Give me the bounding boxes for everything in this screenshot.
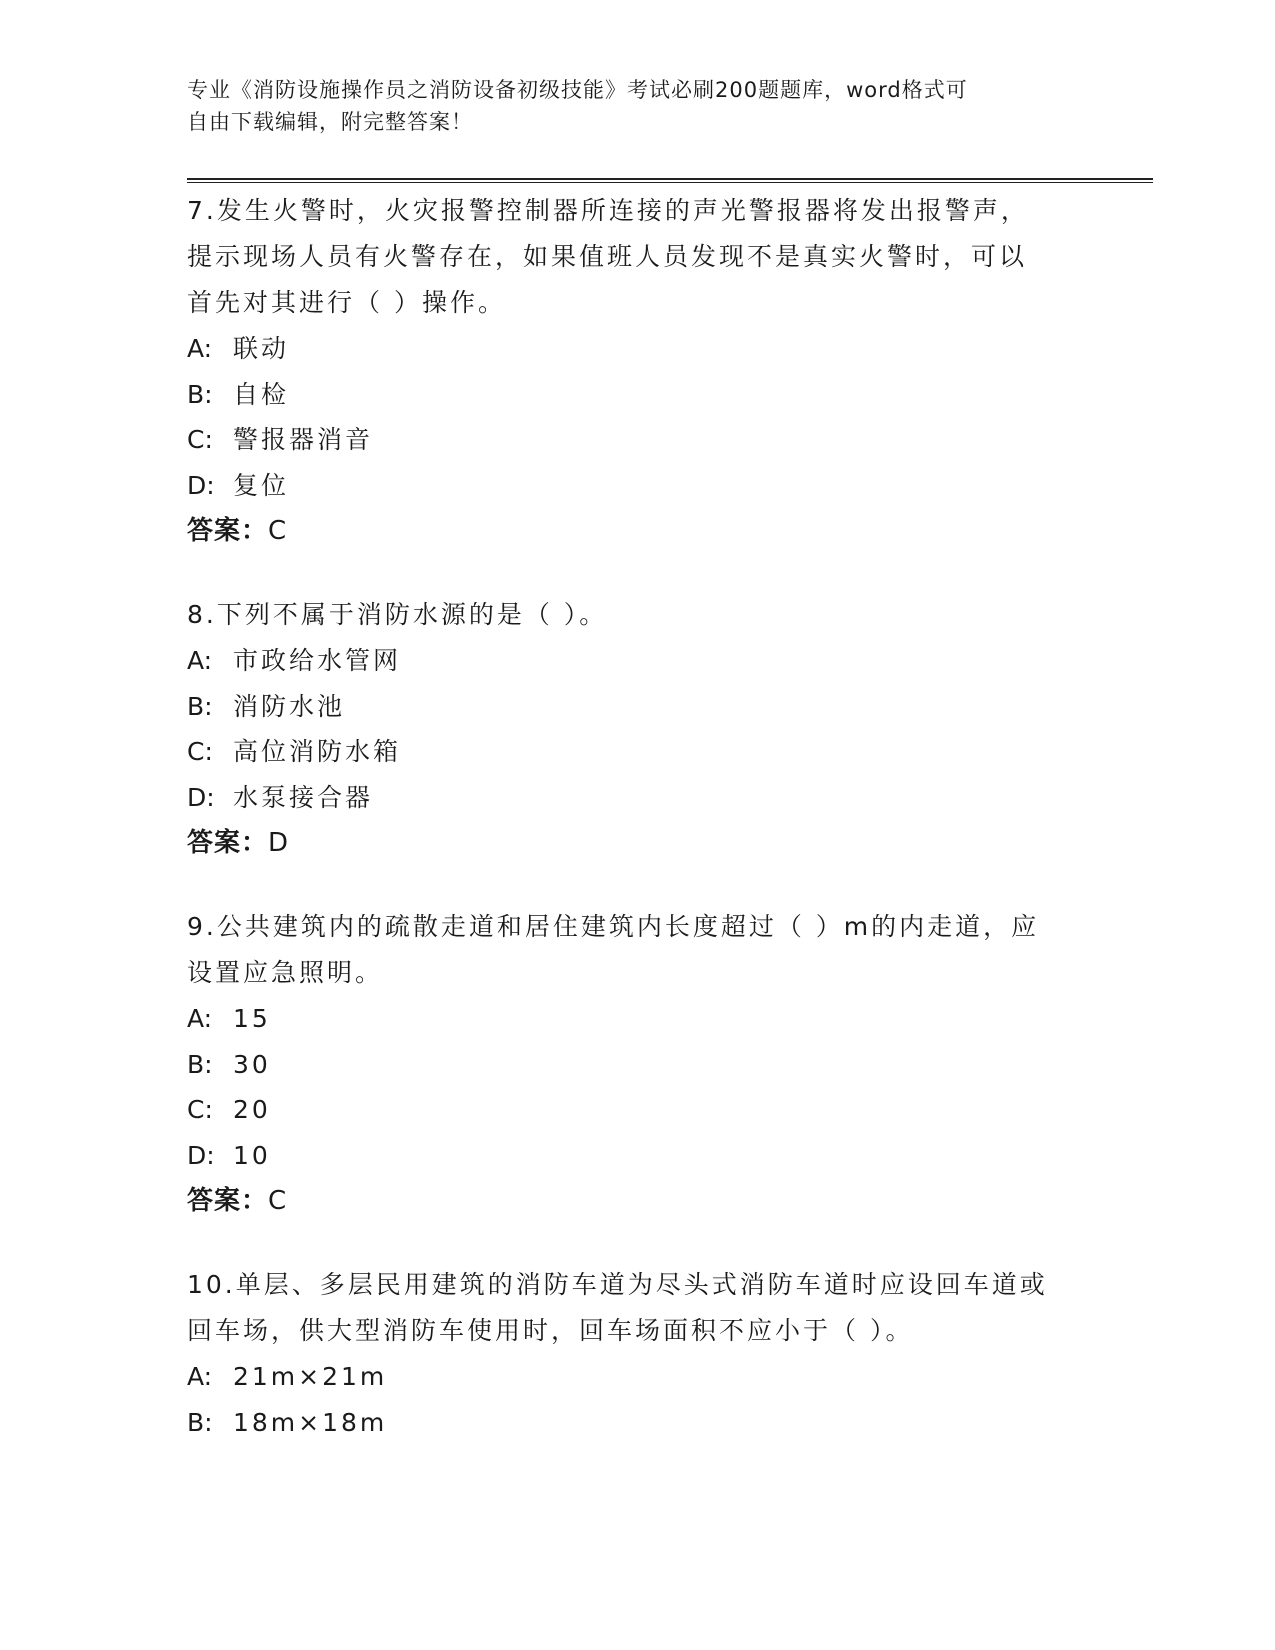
option-text: 水泵接合器: [233, 782, 374, 812]
question-stem: [187, 904, 1087, 996]
question-item: [187, 904, 1087, 1224]
question-stem-line: 9.公共建筑内的疏散走道和居住建筑内长度超过（ ）m的内走道，应: [187, 912, 1040, 941]
option-letter: A:: [187, 334, 213, 363]
question-stem: [187, 592, 1087, 638]
option-text: 自检: [233, 379, 290, 409]
option-letter: A:: [187, 1362, 213, 1391]
option-d: [187, 463, 1087, 509]
option-letter: C:: [187, 425, 213, 454]
question-stem-line: 提示现场人员有火警存在，如果值班人员发现不是真实火警时，可以: [187, 242, 1028, 271]
answer-line: [187, 820, 1087, 866]
option-text: 20: [233, 1095, 271, 1124]
option-letter: B:: [187, 691, 213, 721]
answer-line: [187, 508, 1087, 554]
question-list: [187, 188, 1087, 1483]
answer-value: D: [268, 828, 290, 858]
header-title-line-1: 专业《消防设施操作员之消防设备初级技能》考试必刷200题题库，word格式可: [187, 78, 968, 102]
option-text: 15: [233, 1004, 271, 1033]
header-double-rule: [187, 178, 1153, 183]
question-stem-line: 回车场，供大型消防车使用时，回车场面积不应小于（ ）。: [187, 1316, 914, 1345]
option-letter: B:: [187, 1407, 213, 1437]
option-text: 警报器消音: [233, 425, 374, 454]
answer-label: 答案：: [187, 516, 269, 546]
document-header: [187, 74, 1067, 138]
option-c: [187, 729, 1087, 775]
header-title-line-2: 自由下载编辑，附完整答案！: [187, 110, 473, 134]
option-c: [187, 417, 1087, 463]
option-a: [187, 1354, 1087, 1400]
option-c: [187, 1087, 1087, 1133]
option-letter: C:: [187, 1095, 213, 1124]
option-letter: A:: [187, 646, 213, 675]
option-letter: B:: [187, 1049, 213, 1079]
option-d: [187, 775, 1087, 821]
answer-label: 答案：: [187, 1186, 269, 1216]
question-item: [187, 188, 1087, 554]
question-stem-line: 7.发生火警时，火灾报警控制器所连接的声光警报器将发出报警声，: [187, 196, 1029, 225]
question-stem-line: 10.单层、多层民用建筑的消防车道为尽头式消防车道时应设回车道或: [187, 1270, 1048, 1299]
option-letter: B:: [187, 379, 213, 409]
option-letter: D:: [187, 470, 215, 500]
question-stem: [187, 188, 1087, 326]
option-letter: D:: [187, 782, 215, 812]
question-stem: [187, 1262, 1087, 1354]
question-stem-line: 首先对其进行（ ）操作。: [187, 288, 506, 317]
option-b: [187, 372, 1087, 418]
option-text: 30: [233, 1049, 271, 1079]
option-a: [187, 996, 1087, 1042]
option-letter: D:: [187, 1140, 215, 1170]
answer-value: C: [268, 1186, 288, 1216]
question-item: [187, 592, 1087, 866]
option-text: 复位: [233, 470, 290, 500]
option-text: 18m×18m: [233, 1407, 388, 1437]
option-b: [187, 1400, 1087, 1446]
question-stem-line: 8.下列不属于消防水源的是（ ）。: [187, 600, 608, 629]
option-letter: C:: [187, 737, 213, 766]
option-text: 21m×21m: [233, 1362, 388, 1391]
question-stem-line: 设置应急照明。: [187, 958, 384, 987]
option-b: [187, 684, 1087, 730]
answer-value: C: [268, 516, 288, 546]
option-a: [187, 326, 1087, 372]
question-item: [187, 1262, 1087, 1445]
answer-line: [187, 1178, 1087, 1224]
option-text: 市政给水管网: [233, 646, 402, 675]
option-text: 消防水池: [233, 691, 346, 721]
option-b: [187, 1042, 1087, 1088]
option-text: 高位消防水箱: [233, 737, 402, 766]
option-letter: A:: [187, 1004, 213, 1033]
option-text: 10: [233, 1140, 271, 1170]
option-text: 联动: [233, 334, 290, 363]
option-a: [187, 638, 1087, 684]
answer-label: 答案：: [187, 828, 269, 858]
option-d: [187, 1133, 1087, 1179]
